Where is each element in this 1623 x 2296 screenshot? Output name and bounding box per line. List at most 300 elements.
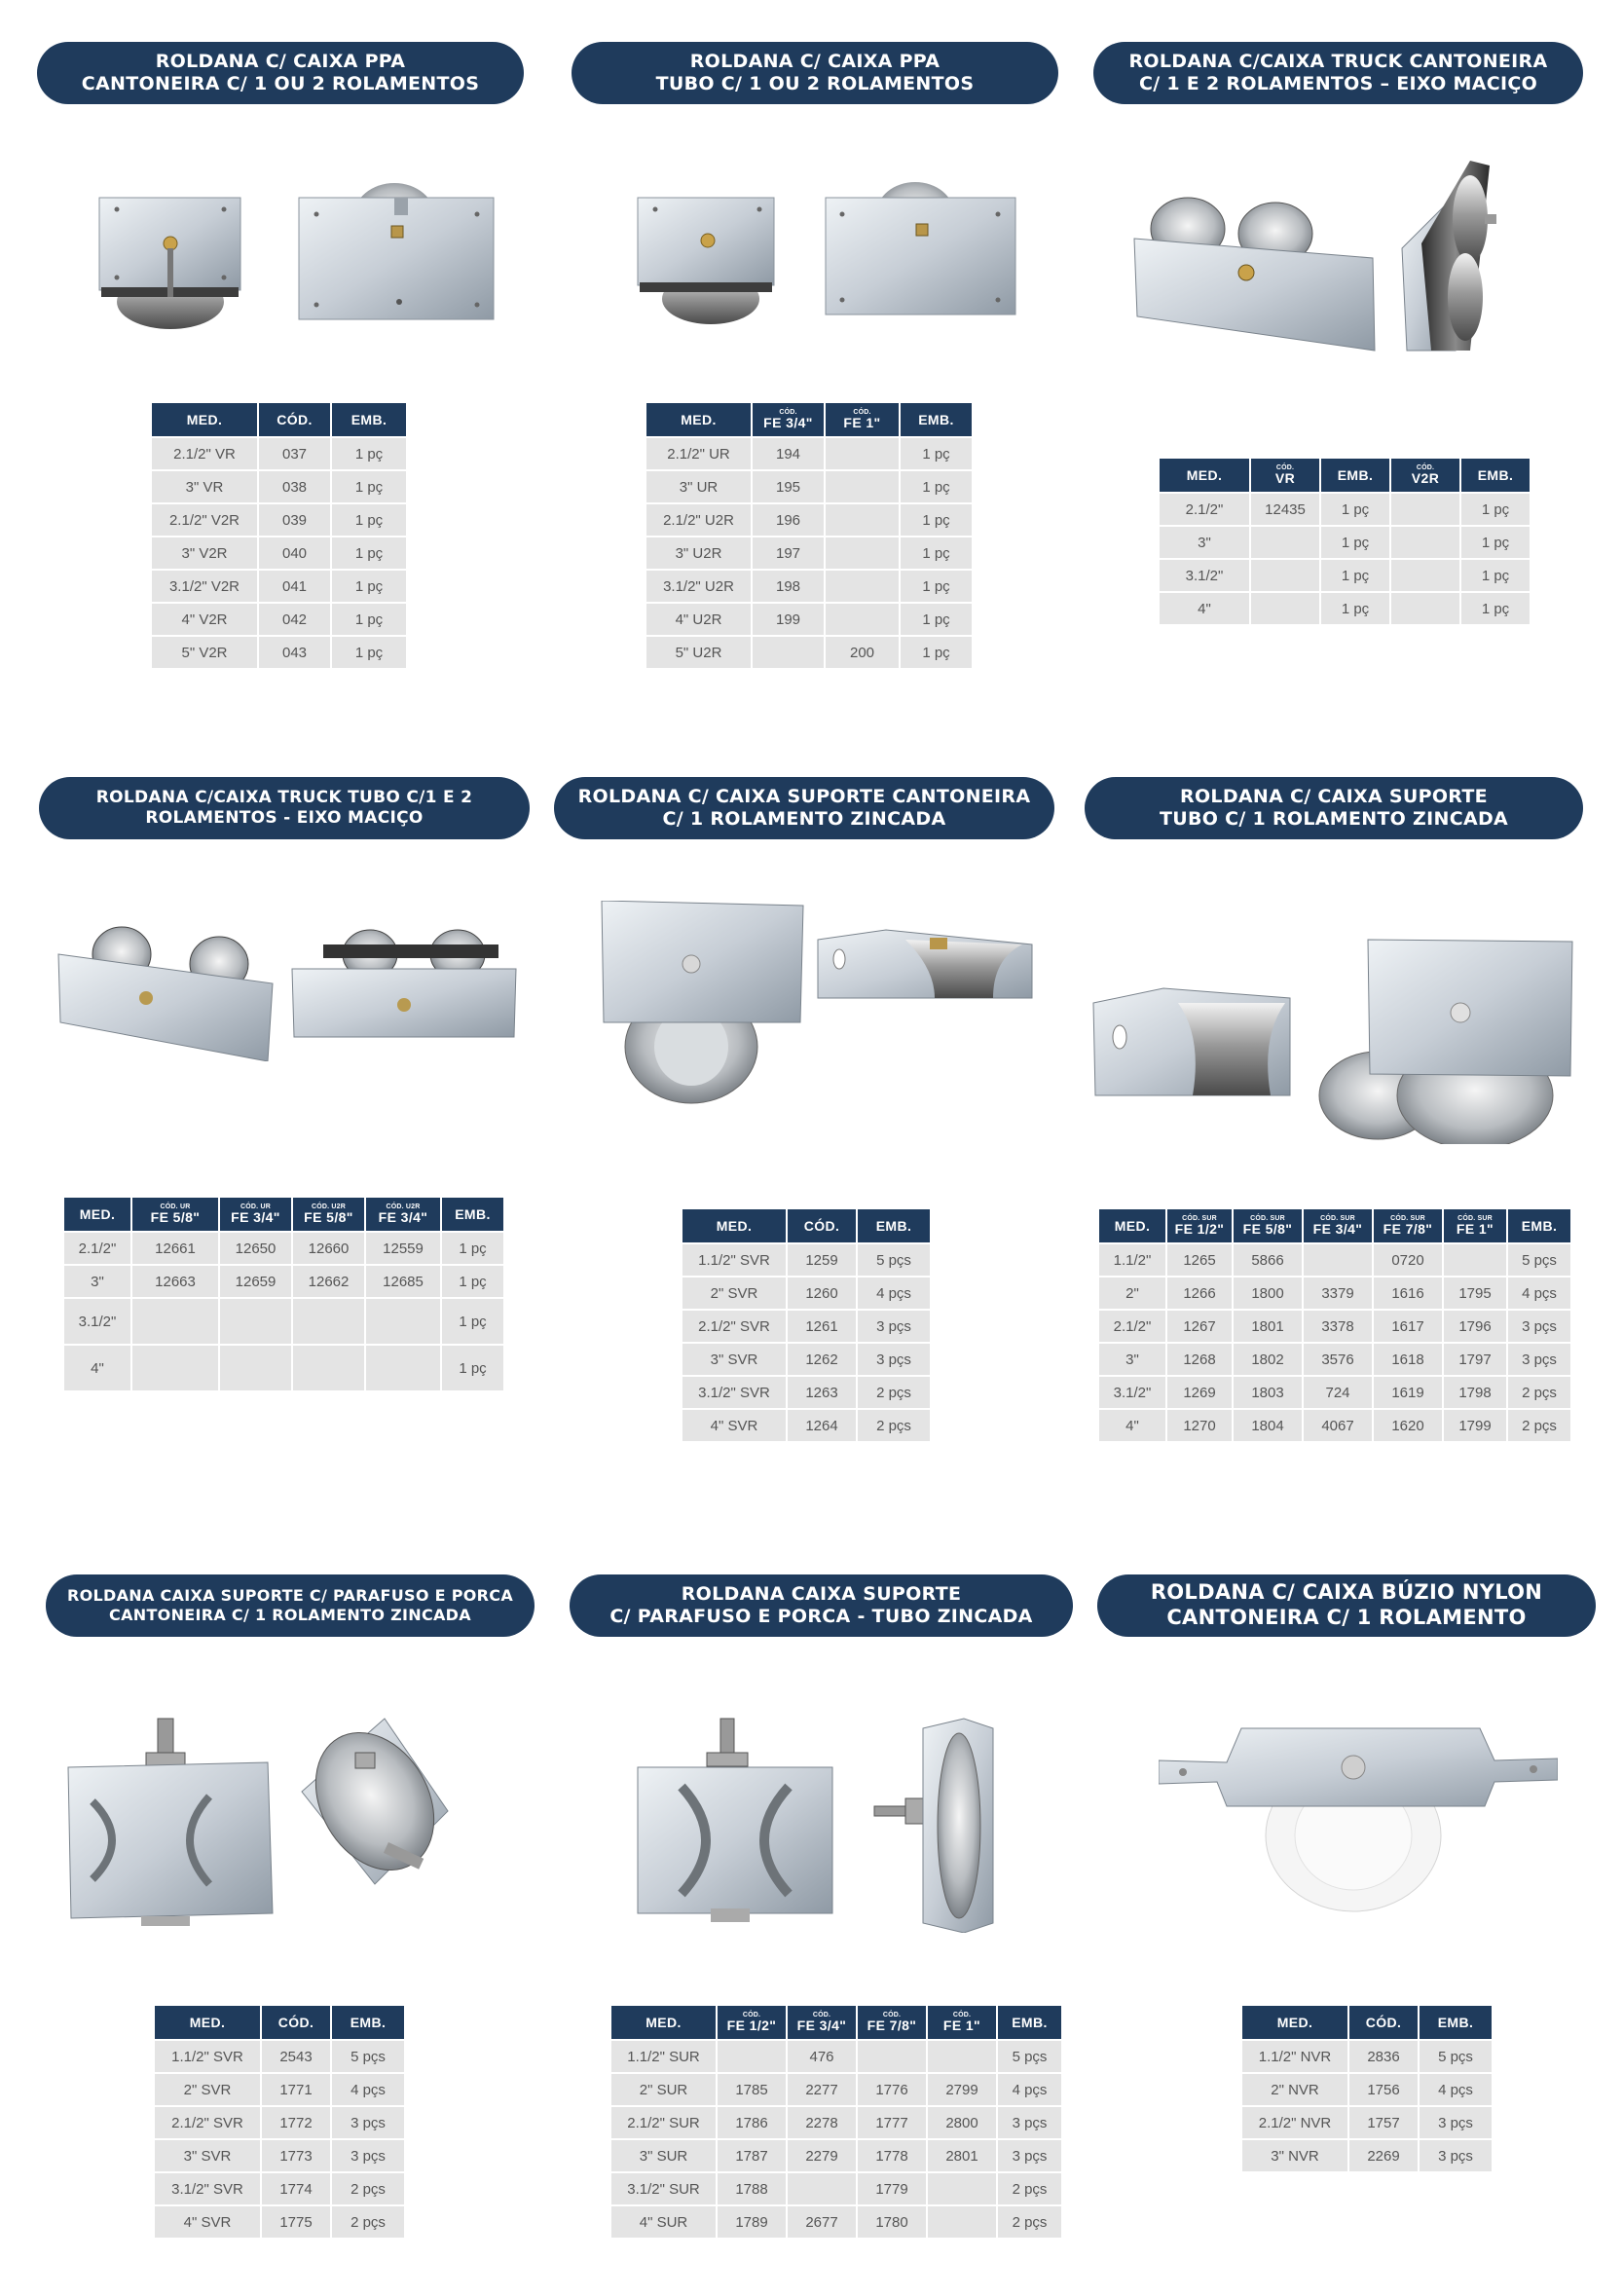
column-header — [1374, 1209, 1442, 1242]
column-header — [788, 2006, 856, 2039]
column-header-label: CÓD. — [277, 2014, 314, 2030]
size-cell: 2.1/2" SVR — [155, 2107, 260, 2138]
column-header-label: FE 1/2" — [726, 2018, 777, 2034]
size-cell: 3.1/2" U2R — [646, 571, 751, 602]
product-photo-3 — [1120, 141, 1548, 365]
table-cell: 3576 — [1304, 1344, 1372, 1375]
spec-table-7 — [153, 2004, 406, 2240]
table-cell: 12662 — [293, 1266, 364, 1297]
table-cell: 1787 — [718, 2140, 786, 2171]
column-header-label: MED. — [716, 1217, 753, 1234]
table-row — [1099, 1311, 1570, 1342]
table-cell: 2269 — [1349, 2140, 1418, 2171]
size-cell: 3" V2R — [152, 537, 257, 569]
table-cell: 1780 — [858, 2206, 926, 2238]
table-cell: 1620 — [1374, 1410, 1442, 1441]
product-title-3 — [1093, 42, 1583, 104]
table-cell: 1264 — [788, 1410, 856, 1441]
table-cell: 1269 — [1167, 1377, 1232, 1408]
spec-table-6 — [1097, 1207, 1572, 1443]
table-cell: 1788 — [718, 2173, 786, 2204]
table-cell — [220, 1346, 291, 1390]
column-header-code: CÓD. SUR — [1182, 1214, 1217, 1222]
table-cell — [928, 2206, 996, 2238]
column-header-code: CÓD. — [742, 2011, 761, 2018]
column-header — [901, 403, 972, 436]
table-cell: 3 pçs — [1508, 1311, 1570, 1342]
column-header — [682, 1209, 786, 1242]
table-cell: 0720 — [1374, 1244, 1442, 1276]
column-header-label: EMB. — [918, 411, 954, 427]
column-header — [858, 2006, 926, 2039]
table-row — [611, 2206, 1061, 2238]
table-row — [1242, 2041, 1492, 2072]
table-cell: 2543 — [262, 2041, 330, 2072]
column-header-code: CÓD. UR — [160, 1203, 191, 1210]
title-line: ROLDANA C/ CAIXA PPA — [155, 50, 406, 72]
title-line: ROLDANA C/ CAIXA SUPORTE — [1180, 785, 1488, 807]
size-cell: 3" NVR — [1242, 2140, 1347, 2171]
table-cell: 3 pçs — [998, 2140, 1061, 2171]
table-row — [152, 537, 406, 569]
table-cell: 040 — [259, 537, 330, 569]
column-header — [611, 2006, 716, 2039]
column-header-label: CÓD. — [1365, 2014, 1402, 2030]
size-cell: 4" SVR — [155, 2206, 260, 2238]
column-header-label: FE 1/2" — [1174, 1221, 1225, 1238]
title-line: ROLDANA C/CAIXA TRUCK CANTONEIRA — [1128, 50, 1548, 72]
size-cell: 1.1/2" — [1099, 1244, 1165, 1276]
table-header-row — [611, 2006, 1061, 2039]
table-cell: 1616 — [1374, 1278, 1442, 1309]
column-header-label: FE 7/8" — [867, 2018, 917, 2034]
title-line: ROLDANA C/ CAIXA SUPORTE CANTONEIRA — [577, 785, 1031, 807]
column-header-label: FE 5/8" — [150, 1209, 201, 1226]
table-row — [155, 2173, 404, 2204]
table-cell: 2801 — [928, 2140, 996, 2171]
table-cell: 1804 — [1234, 1410, 1302, 1441]
product-title-1 — [37, 42, 524, 104]
column-header — [442, 1198, 503, 1231]
table-row — [152, 504, 406, 536]
size-cell: 3" VR — [152, 471, 257, 502]
table-row — [682, 1410, 930, 1441]
size-cell: 1.1/2" SVR — [155, 2041, 260, 2072]
column-header — [1304, 1209, 1372, 1242]
table-cell — [1251, 527, 1319, 558]
column-header-label: EMB. — [875, 1217, 912, 1234]
table-cell — [1251, 560, 1319, 591]
column-header-label: CÓD. — [803, 1217, 840, 1234]
column-header — [259, 403, 330, 436]
column-header — [1420, 2006, 1492, 2039]
table-header-row — [1242, 2006, 1492, 2039]
table-cell — [826, 537, 899, 569]
size-cell: 4" SUR — [611, 2206, 716, 2238]
spec-table-1 — [150, 401, 408, 670]
product-photo-1 — [58, 170, 516, 336]
table-cell: 3 pçs — [998, 2107, 1061, 2138]
table-cell: 1797 — [1444, 1344, 1506, 1375]
table-cell: 3378 — [1304, 1311, 1372, 1342]
column-header — [788, 1209, 856, 1242]
table-row — [646, 471, 972, 502]
size-cell: 1.1/2" SVR — [682, 1244, 786, 1276]
column-header-code: CÓD. — [882, 2011, 902, 2018]
title-line: TUBO C/ 1 ROLAMENTO ZINCADA — [1159, 808, 1509, 830]
column-header — [753, 403, 824, 436]
column-header — [1160, 459, 1249, 492]
table-cell: 12661 — [132, 1233, 218, 1264]
column-header — [332, 403, 406, 436]
table-cell: 5 pçs — [332, 2041, 404, 2072]
table-header-row — [1160, 459, 1530, 492]
table-row — [682, 1244, 930, 1276]
size-cell: 3.1/2" — [1160, 560, 1249, 591]
table-row — [682, 1344, 930, 1375]
table-header-row — [1099, 1209, 1570, 1242]
column-header-label: EMB. — [1012, 2014, 1048, 2030]
column-header-label: EMB. — [1521, 1217, 1558, 1234]
column-header — [366, 1198, 440, 1231]
table-cell — [826, 604, 899, 635]
table-row — [155, 2206, 404, 2238]
table-cell: 038 — [259, 471, 330, 502]
table-row — [611, 2041, 1061, 2072]
spec-table-4 — [62, 1196, 505, 1392]
column-header-label: FE 3/4" — [1312, 1221, 1363, 1238]
size-cell: 3.1/2" V2R — [152, 571, 257, 602]
size-cell: 4" SVR — [682, 1410, 786, 1441]
column-header — [152, 403, 257, 436]
table-cell — [293, 1346, 364, 1390]
table-cell: 1267 — [1167, 1311, 1232, 1342]
table-cell: 2279 — [788, 2140, 856, 2171]
table-cell: 5866 — [1234, 1244, 1302, 1276]
table-cell: 1260 — [788, 1278, 856, 1309]
size-cell: 3" UR — [646, 471, 751, 502]
size-cell: 3.1/2" — [1099, 1377, 1165, 1408]
column-header-label: CÓD. — [277, 411, 313, 427]
column-header — [1349, 2006, 1418, 2039]
table-cell: 3 pçs — [858, 1344, 930, 1375]
table-cell: 1796 — [1444, 1311, 1506, 1342]
size-cell: 2.1/2" — [64, 1233, 130, 1264]
column-header-label: FE 7/8" — [1383, 1221, 1433, 1238]
table-row — [646, 604, 972, 635]
table-row — [155, 2140, 404, 2171]
column-header — [262, 2006, 330, 2039]
table-row — [152, 471, 406, 502]
title-line: ROLDANA CAIXA SUPORTE — [681, 1582, 962, 1605]
table-cell: 2677 — [788, 2206, 856, 2238]
table-cell: 1 pç — [1461, 593, 1530, 624]
product-title-4 — [39, 777, 530, 839]
table-cell: 476 — [788, 2041, 856, 2072]
table-cell: 12559 — [366, 1233, 440, 1264]
table-cell: 1 pç — [901, 537, 972, 569]
column-header-label: MED. — [681, 411, 717, 427]
column-header — [1444, 1209, 1506, 1242]
product-title-5 — [554, 777, 1054, 839]
column-header-label: EMB. — [1477, 466, 1514, 483]
table-row — [1160, 560, 1530, 591]
table-cell: 1619 — [1374, 1377, 1442, 1408]
table-cell — [858, 2041, 926, 2072]
size-cell: 2.1/2" SVR — [682, 1311, 786, 1342]
table-cell: 1773 — [262, 2140, 330, 2171]
column-header-label: MED. — [79, 1205, 116, 1222]
table-cell — [928, 2041, 996, 2072]
table-cell — [366, 1299, 440, 1344]
table-row — [152, 438, 406, 469]
table-cell — [1391, 527, 1459, 558]
table-row — [611, 2074, 1061, 2105]
table-cell: 194 — [753, 438, 824, 469]
table-cell — [1304, 1244, 1372, 1276]
column-header — [826, 403, 899, 436]
column-header — [1242, 2006, 1347, 2039]
size-cell: 5" U2R — [646, 637, 751, 668]
table-cell: 1789 — [718, 2206, 786, 2238]
size-cell: 2.1/2" SUR — [611, 2107, 716, 2138]
table-cell: 3 pçs — [1420, 2140, 1492, 2171]
table-row — [1160, 527, 1530, 558]
spec-table-8 — [609, 2004, 1063, 2240]
table-cell: 037 — [259, 438, 330, 469]
table-header-row — [155, 2006, 404, 2039]
table-cell: 039 — [259, 504, 330, 536]
size-cell: 2" NVR — [1242, 2074, 1347, 2105]
table-cell — [132, 1299, 218, 1344]
size-cell: 3.1/2" SVR — [155, 2173, 260, 2204]
table-cell: 2800 — [928, 2107, 996, 2138]
table-row — [1099, 1377, 1570, 1408]
column-header — [1321, 459, 1389, 492]
column-header — [332, 2006, 404, 2039]
column-header — [64, 1198, 130, 1231]
table-cell: 3 pçs — [332, 2107, 404, 2138]
table-cell: 2 pçs — [332, 2173, 404, 2204]
product-title-2 — [572, 42, 1058, 104]
table-row — [1242, 2107, 1492, 2138]
table-cell: 199 — [753, 604, 824, 635]
table-cell: 1268 — [1167, 1344, 1232, 1375]
size-cell: 3" SUR — [611, 2140, 716, 2171]
size-cell: 3" U2R — [646, 537, 751, 569]
table-cell: 724 — [1304, 1377, 1372, 1408]
table-cell: 1617 — [1374, 1311, 1442, 1342]
size-cell: 5" V2R — [152, 637, 257, 668]
table-cell: 12660 — [293, 1233, 364, 1264]
column-header-code: CÓD. U2R — [386, 1203, 421, 1210]
size-cell: 4" U2R — [646, 604, 751, 635]
table-cell — [928, 2173, 996, 2204]
table-cell: 4 pçs — [1420, 2074, 1492, 2105]
table-row — [646, 504, 972, 536]
table-cell: 2 pçs — [858, 1377, 930, 1408]
title-line: ROLAMENTOS - EIXO MACIÇO — [145, 808, 424, 828]
table-row — [64, 1346, 503, 1390]
table-cell: 1777 — [858, 2107, 926, 2138]
table-row — [1099, 1278, 1570, 1309]
column-header-label: FE 3/4" — [378, 1209, 428, 1226]
table-cell: 1 pç — [332, 471, 406, 502]
column-header-code: CÓD. — [853, 408, 871, 416]
column-header-label: FE 1" — [843, 415, 881, 431]
table-cell: 1 pç — [1321, 593, 1389, 624]
size-cell: 3" — [1160, 527, 1249, 558]
table-cell: 1774 — [262, 2173, 330, 2204]
column-header-label: FE 3/4" — [231, 1209, 280, 1226]
table-row — [152, 637, 406, 668]
table-cell: 1798 — [1444, 1377, 1506, 1408]
product-photo-2 — [599, 170, 1047, 336]
table-cell: 1795 — [1444, 1278, 1506, 1309]
size-cell: 2.1/2" NVR — [1242, 2107, 1347, 2138]
table-cell: 5 pçs — [858, 1244, 930, 1276]
column-header-label: MED. — [646, 2014, 682, 2030]
table-cell: 1803 — [1234, 1377, 1302, 1408]
table-cell: 5 pçs — [1420, 2041, 1492, 2072]
table-cell: 1778 — [858, 2140, 926, 2171]
table-cell: 1800 — [1234, 1278, 1302, 1309]
title-line: ROLDANA C/ CAIXA BÚZIO NYLON — [1150, 1580, 1543, 1605]
table-cell — [1251, 593, 1319, 624]
column-header-code: CÓD. — [952, 2011, 972, 2018]
table-row — [646, 637, 972, 668]
table-cell: 3379 — [1304, 1278, 1372, 1309]
table-cell: 1779 — [858, 2173, 926, 2204]
table-cell: 1756 — [1349, 2074, 1418, 2105]
title-line: C/ 1 E 2 ROLAMENTOS – EIXO MACIÇO — [1138, 73, 1538, 94]
table-cell: 5 pçs — [1508, 1244, 1570, 1276]
table-cell: 1 pç — [332, 504, 406, 536]
size-cell: 3" SVR — [682, 1344, 786, 1375]
table-cell: 198 — [753, 571, 824, 602]
column-header-label: MED. — [189, 2014, 226, 2030]
table-cell: 1 pç — [901, 637, 972, 668]
column-header-label: FE 5/8" — [1242, 1221, 1293, 1238]
column-header-code: CÓD. SUR — [1250, 1214, 1285, 1222]
table-cell: 197 — [753, 537, 824, 569]
table-row — [155, 2041, 404, 2072]
size-cell: 3" — [64, 1266, 130, 1297]
table-cell: 1 pç — [901, 504, 972, 536]
column-header-label: VR — [1274, 470, 1296, 487]
column-header — [928, 2006, 996, 2039]
product-title-6 — [1085, 777, 1583, 839]
table-cell — [753, 637, 824, 668]
column-header-label: FE 3/4" — [763, 415, 813, 431]
column-header — [1461, 459, 1530, 492]
title-line: CANTONEIRA C/ 1 OU 2 ROLAMENTOS — [81, 73, 480, 94]
table-cell — [1391, 494, 1459, 525]
table-cell: 2 pçs — [858, 1410, 930, 1441]
column-header-code: CÓD. SUR — [1457, 1214, 1493, 1222]
table-cell — [1391, 593, 1459, 624]
size-cell: 1.1/2" NVR — [1242, 2041, 1347, 2072]
table-cell: 1 pç — [1461, 560, 1530, 591]
column-header — [293, 1198, 364, 1231]
title-line: C/ PARAFUSO E PORCA - TUBO ZINCADA — [609, 1606, 1033, 1627]
title-line: ROLDANA C/ CAIXA PPA — [689, 50, 941, 72]
table-cell: 4067 — [1304, 1410, 1372, 1441]
spec-table-5 — [681, 1207, 932, 1443]
product-title-8 — [570, 1574, 1073, 1637]
column-header-label: EMB. — [350, 2014, 387, 2030]
column-header — [646, 403, 751, 436]
table-cell: 1 pç — [332, 438, 406, 469]
size-cell: 2.1/2" V2R — [152, 504, 257, 536]
size-cell: 2.1/2" U2R — [646, 504, 751, 536]
table-cell: 1 pç — [1321, 494, 1389, 525]
column-header-label: MED. — [186, 411, 223, 427]
table-cell — [826, 504, 899, 536]
table-cell: 12435 — [1251, 494, 1319, 525]
table-row — [152, 604, 406, 635]
table-cell: 1772 — [262, 2107, 330, 2138]
table-cell: 1757 — [1349, 2107, 1418, 2138]
table-cell: 196 — [753, 504, 824, 536]
table-cell: 1785 — [718, 2074, 786, 2105]
table-row — [1160, 593, 1530, 624]
table-cell: 1 pç — [901, 604, 972, 635]
table-cell: 042 — [259, 604, 330, 635]
spec-table-3 — [1158, 457, 1531, 626]
table-cell: 1 pç — [901, 438, 972, 469]
size-cell: 3" — [1099, 1344, 1165, 1375]
table-cell: 12650 — [220, 1233, 291, 1264]
table-cell: 1 pç — [901, 571, 972, 602]
column-header-code: CÓD. — [812, 2011, 831, 2018]
size-cell: 2.1/2" UR — [646, 438, 751, 469]
size-cell: 1.1/2" SUR — [611, 2041, 716, 2072]
table-cell: 1776 — [858, 2074, 926, 2105]
table-cell: 1 pç — [332, 637, 406, 668]
product-photo-9 — [1159, 1714, 1558, 1918]
column-header — [1391, 459, 1459, 492]
column-header-code: CÓD. — [1275, 463, 1295, 471]
size-cell: 4" — [1099, 1410, 1165, 1441]
table-cell: 2 pçs — [1508, 1410, 1570, 1441]
table-cell: 1263 — [788, 1377, 856, 1408]
table-cell: 2799 — [928, 2074, 996, 2105]
table-row — [152, 571, 406, 602]
table-cell — [132, 1346, 218, 1390]
table-cell: 4 pçs — [998, 2074, 1061, 2105]
product-photo-6 — [1086, 930, 1582, 1144]
table-cell — [826, 438, 899, 469]
table-cell: 1799 — [1444, 1410, 1506, 1441]
size-cell: 2" SUR — [611, 2074, 716, 2105]
table-cell: 1 pç — [332, 604, 406, 635]
title-line: C/ 1 ROLAMENTO ZINCADA — [662, 808, 946, 830]
table-cell — [293, 1299, 364, 1344]
size-cell: 3.1/2" — [64, 1299, 130, 1344]
table-cell: 1270 — [1167, 1410, 1232, 1441]
column-header — [155, 2006, 260, 2039]
title-line: ROLDANA CAIXA SUPORTE C/ PARAFUSO E PORCA — [66, 1586, 514, 1606]
table-row — [646, 571, 972, 602]
spec-table-9 — [1240, 2004, 1494, 2173]
column-header-code: CÓD. U2R — [311, 1203, 347, 1210]
table-row — [155, 2074, 404, 2105]
table-cell — [788, 2173, 856, 2204]
table-row — [1160, 494, 1530, 525]
product-title-9 — [1097, 1574, 1596, 1637]
column-header-label: FE 1" — [942, 2018, 981, 2034]
